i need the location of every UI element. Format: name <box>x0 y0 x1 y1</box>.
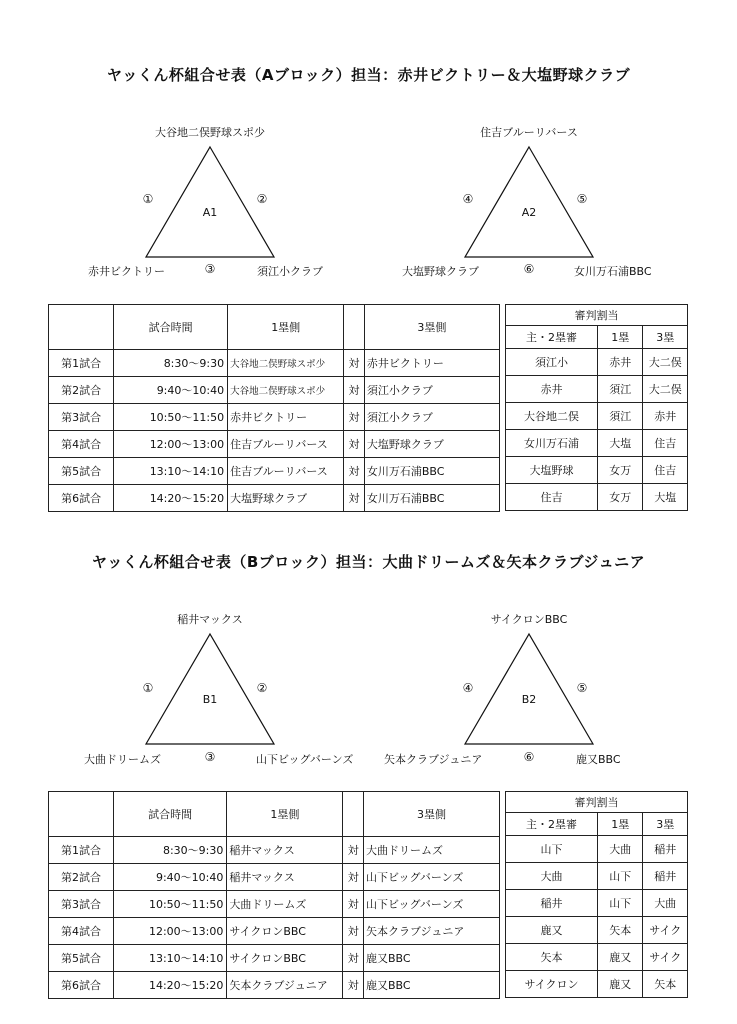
table-row <box>506 890 688 917</box>
table-row <box>49 891 500 918</box>
table-row <box>506 376 688 403</box>
ref-1b: 矢本 <box>597 917 643 944</box>
ref-1b: 女万 <box>597 457 643 484</box>
table-header-row <box>49 792 500 837</box>
a1-num-bottom: ③ <box>204 262 216 276</box>
ref-1b: 鹿又 <box>597 971 643 998</box>
vs-label: 対 <box>344 377 365 404</box>
referee-header-row <box>506 813 688 836</box>
game-time: 9:40～10:40 <box>114 377 228 404</box>
header-first-base: 1塁側 <box>227 792 343 837</box>
game-time: 10:50～11:50 <box>114 404 228 431</box>
ref-header-3b: 3塁 <box>643 813 688 836</box>
ref-1b: 女万 <box>597 484 643 511</box>
away-team: 赤井ビクトリー <box>364 350 499 377</box>
home-team: 大谷地二俣野球スポ少 <box>228 377 344 404</box>
ref-main: 矢本 <box>506 944 598 971</box>
ref-3b: サイク <box>643 917 688 944</box>
ref-3b: サイク <box>643 944 688 971</box>
header-third-base: 3塁側 <box>364 305 499 350</box>
referee-title: 審判割当 <box>506 305 688 326</box>
game-time: 13:10～14:10 <box>113 945 226 972</box>
home-team: サイクロンBBC <box>227 918 343 945</box>
home-team: サイクロンBBC <box>227 945 343 972</box>
b2-num-bottom: ⑥ <box>523 750 535 764</box>
referee-title-row <box>506 305 688 326</box>
ref-3b: 住吉 <box>643 430 688 457</box>
b1-top-team: 稲井マックス <box>177 613 243 626</box>
ref-main: 大曲 <box>506 863 598 890</box>
ref-3b: 住吉 <box>643 457 688 484</box>
a1-top-team: 大谷地二俣野球スポ少 <box>155 126 265 139</box>
home-team: 住吉ブルーリバース <box>228 458 344 485</box>
table-row <box>506 430 688 457</box>
ref-1b: 須江 <box>597 403 643 430</box>
ref-main: 鹿又 <box>506 917 598 944</box>
table-row <box>506 403 688 430</box>
vs-label: 対 <box>344 404 365 431</box>
table-row <box>49 918 500 945</box>
ref-3b: 矢本 <box>643 971 688 998</box>
a2-num-right: ⑤ <box>576 192 588 206</box>
vs-label: 対 <box>343 945 364 972</box>
away-team: 矢本クラブジュニア <box>363 918 499 945</box>
away-team: 女川万石浦BBC <box>364 458 499 485</box>
a2-triangle <box>464 146 594 258</box>
home-team: 稲井マックス <box>227 864 343 891</box>
header-first-base: 1塁側 <box>228 305 344 350</box>
header-time: 試合時間 <box>113 792 226 837</box>
game-label: 第5試合 <box>49 945 114 972</box>
b2-left-team: 矢本クラブジュニア <box>384 753 483 766</box>
game-label: 第2試合 <box>49 864 114 891</box>
ref-main: サイクロン <box>506 971 598 998</box>
referee-title: 審判割当 <box>506 792 688 813</box>
game-label: 第4試合 <box>49 431 114 458</box>
block-a-schedule-table <box>48 304 500 512</box>
away-team: 鹿又BBC <box>363 945 499 972</box>
vs-label: 対 <box>344 350 365 377</box>
b2-group-name: B2 <box>521 693 537 706</box>
game-time: 9:40～10:40 <box>113 864 226 891</box>
table-row <box>49 837 500 864</box>
game-label: 第6試合 <box>49 972 114 999</box>
game-time: 10:50～11:50 <box>113 891 226 918</box>
table-row <box>49 485 500 512</box>
block-a-groups <box>0 58 737 298</box>
away-team: 大曲ドリームズ <box>363 837 499 864</box>
a1-left-team: 赤井ビクトリー <box>88 265 165 278</box>
vs-label: 対 <box>343 837 364 864</box>
a2-num-bottom: ⑥ <box>523 262 535 276</box>
b2-right-team: 鹿又BBC <box>576 753 621 766</box>
table-row <box>49 945 500 972</box>
ref-header-main: 主・2塁審 <box>506 326 598 349</box>
header-time: 試合時間 <box>114 305 228 350</box>
ref-main: 住吉 <box>506 484 598 511</box>
ref-1b: 大曲 <box>597 836 643 863</box>
b2-triangle <box>464 633 594 745</box>
vs-label: 対 <box>343 891 364 918</box>
table-row <box>49 350 500 377</box>
ref-1b: 赤井 <box>597 349 643 376</box>
game-label: 第6試合 <box>49 485 114 512</box>
ref-3b: 稲井 <box>643 863 688 890</box>
ref-1b: 山下 <box>597 890 643 917</box>
header-third-base: 3塁側 <box>363 792 499 837</box>
header-blank <box>49 792 114 837</box>
game-time: 12:00～13:00 <box>114 431 228 458</box>
game-time: 14:20～15:20 <box>114 485 228 512</box>
header-vs <box>344 305 365 350</box>
table-row <box>49 404 500 431</box>
ref-3b: 赤井 <box>643 403 688 430</box>
block-b-groups <box>0 545 737 785</box>
ref-main: 稲井 <box>506 890 598 917</box>
vs-label: 対 <box>343 972 364 999</box>
ref-main: 大谷地二俣 <box>506 403 598 430</box>
table-header-row <box>49 305 500 350</box>
a1-triangle <box>142 146 275 258</box>
game-label: 第5試合 <box>49 458 114 485</box>
ref-main: 女川万石浦 <box>506 430 598 457</box>
home-team: 矢本クラブジュニア <box>227 972 343 999</box>
table-row <box>49 864 500 891</box>
table-row <box>506 836 688 863</box>
away-team: 山下ビッグバーンズ <box>363 891 499 918</box>
game-label: 第4試合 <box>49 918 114 945</box>
ref-1b: 須江 <box>597 376 643 403</box>
vs-label: 対 <box>344 458 365 485</box>
game-time: 12:00～13:00 <box>113 918 226 945</box>
table-row <box>506 457 688 484</box>
ref-header-3b: 3塁 <box>643 326 688 349</box>
a2-num-left: ④ <box>462 192 474 206</box>
referee-title-row <box>506 792 688 813</box>
table-row <box>506 944 688 971</box>
ref-header-1b: 1塁 <box>597 326 643 349</box>
home-team: 住吉ブルーリバース <box>228 431 344 458</box>
a1-group-name: A1 <box>202 206 218 219</box>
game-time: 14:20～15:20 <box>113 972 226 999</box>
ref-3b: 大二俣 <box>643 376 688 403</box>
home-team: 大塩野球クラブ <box>228 485 344 512</box>
table-row <box>506 917 688 944</box>
table-row <box>506 971 688 998</box>
table-row <box>49 458 500 485</box>
block-a-title: ヤッくん杯組合せ表（Aブロック）担当：赤井ビクトリー＆大塩野球クラブ <box>106 66 631 84</box>
away-team: 鹿又BBC <box>363 972 499 999</box>
vs-label: 対 <box>343 864 364 891</box>
away-team: 須江小クラブ <box>364 377 499 404</box>
a1-num-left: ① <box>142 192 154 206</box>
table-row <box>506 349 688 376</box>
b2-top-team: サイクロンBBC <box>490 613 568 626</box>
vs-label: 対 <box>344 431 365 458</box>
ref-main: 山下 <box>506 836 598 863</box>
game-label: 第3試合 <box>49 404 114 431</box>
table-row <box>49 972 500 999</box>
ref-1b: 鹿又 <box>597 944 643 971</box>
game-label: 第1試合 <box>49 837 114 864</box>
home-team: 稲井マックス <box>227 837 343 864</box>
a2-top-team: 住吉ブルーリバース <box>480 126 578 139</box>
b1-num-left: ① <box>142 681 154 695</box>
b1-num-bottom: ③ <box>204 750 216 764</box>
ref-1b: 大塩 <box>597 430 643 457</box>
b1-right-team: 山下ビッグバーンズ <box>256 753 354 766</box>
a1-num-right: ② <box>256 192 268 206</box>
game-label: 第2試合 <box>49 377 114 404</box>
a2-right-team: 女川万石浦BBC <box>574 265 652 278</box>
ref-main: 赤井 <box>506 376 598 403</box>
b1-left-team: 大曲ドリームズ <box>84 753 161 766</box>
header-blank <box>49 305 114 350</box>
vs-label: 対 <box>344 485 365 512</box>
game-time: 8:30～9:30 <box>114 350 228 377</box>
a1-right-team: 須江小クラブ <box>257 265 323 278</box>
ref-3b: 大二俣 <box>643 349 688 376</box>
game-label: 第3試合 <box>49 891 114 918</box>
home-team: 大谷地二俣野球スポ少 <box>228 350 344 377</box>
table-row <box>506 863 688 890</box>
ref-3b: 大塩 <box>643 484 688 511</box>
home-team: 大曲ドリームズ <box>227 891 343 918</box>
home-team: 赤井ビクトリー <box>228 404 344 431</box>
table-row <box>49 377 500 404</box>
ref-header-1b: 1塁 <box>597 813 643 836</box>
b2-num-right: ⑤ <box>576 681 588 695</box>
table-row <box>49 431 500 458</box>
away-team: 女川万石浦BBC <box>364 485 499 512</box>
away-team: 須江小クラブ <box>364 404 499 431</box>
ref-3b: 稲井 <box>643 836 688 863</box>
away-team: 大塩野球クラブ <box>364 431 499 458</box>
block-a-referee-table <box>505 304 688 511</box>
game-time: 13:10～14:10 <box>114 458 228 485</box>
vs-label: 対 <box>343 918 364 945</box>
b2-num-left: ④ <box>462 681 474 695</box>
block-b-referee-table <box>505 791 688 998</box>
a2-left-team: 大塩野球クラブ <box>402 265 479 278</box>
block-b-schedule-table <box>48 791 500 999</box>
b1-group-name: B1 <box>202 693 218 706</box>
referee-header-row <box>506 326 688 349</box>
away-team: 山下ビッグバーンズ <box>363 864 499 891</box>
b1-num-right: ② <box>256 681 268 695</box>
block-b-title: ヤッくん杯組合せ表（Bブロック）担当：大曲ドリームズ＆矢本クラブジュニア <box>91 553 646 571</box>
header-vs <box>343 792 364 837</box>
b1-triangle <box>142 633 275 745</box>
a2-group-name: A2 <box>521 206 537 219</box>
game-time: 8:30～9:30 <box>113 837 226 864</box>
ref-header-main: 主・2塁審 <box>506 813 598 836</box>
ref-3b: 大曲 <box>643 890 688 917</box>
table-row <box>506 484 688 511</box>
ref-main: 須江小 <box>506 349 598 376</box>
game-label: 第1試合 <box>49 350 114 377</box>
ref-1b: 山下 <box>597 863 643 890</box>
ref-main: 大塩野球 <box>506 457 598 484</box>
